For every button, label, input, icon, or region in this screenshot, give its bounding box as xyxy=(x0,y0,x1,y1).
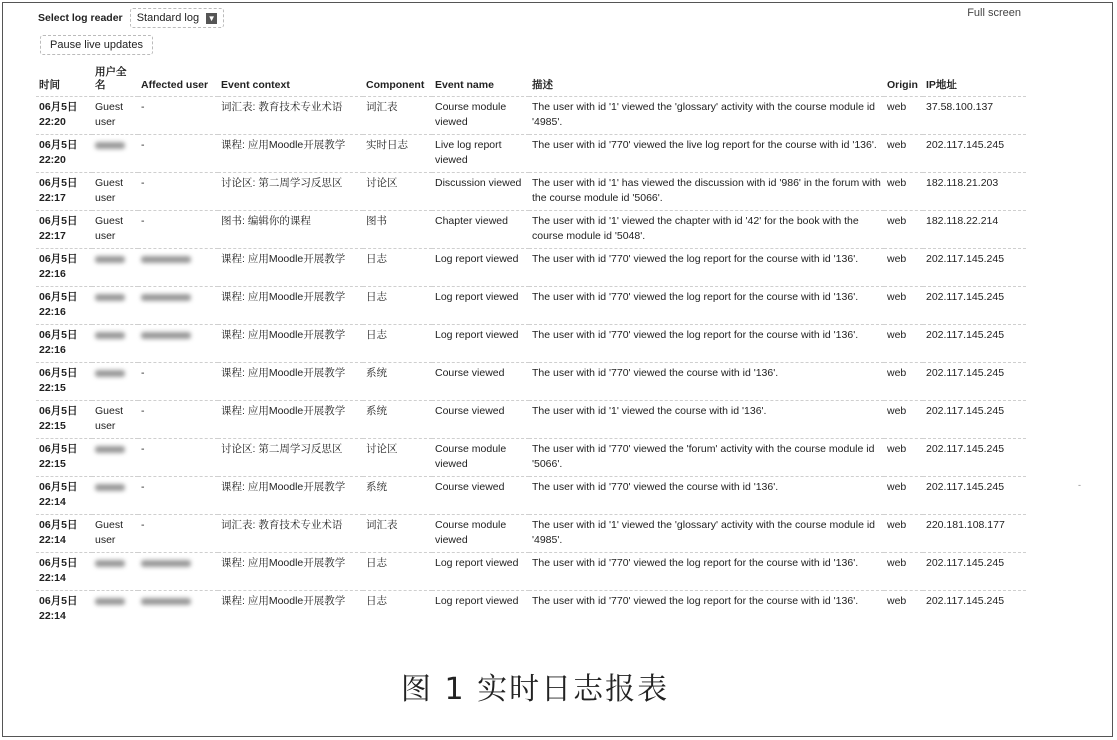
log-user-fullname[interactable] xyxy=(92,477,138,515)
log-event-name: Live log report viewed xyxy=(432,135,529,173)
figure-caption: 图 1 实时日志报表 xyxy=(400,672,670,707)
log-event-name: Course module viewed xyxy=(432,515,529,553)
log-affected-user[interactable]: - xyxy=(138,211,218,249)
log-ip-address[interactable]: 202.117.145.245 xyxy=(923,325,1026,363)
log-component: 词汇表 xyxy=(363,515,432,553)
table-row xyxy=(36,401,1026,439)
log-time: 06月5日 22:20 xyxy=(36,135,92,173)
table-row xyxy=(36,591,1026,629)
log-user-fullname[interactable] xyxy=(92,249,138,287)
log-event-context[interactable]: 课程: 应用Moodle开展教学 xyxy=(218,401,363,439)
log-component: 系统 xyxy=(363,401,432,439)
redacted-affected-user xyxy=(141,294,191,301)
log-description: The user with id '1' viewed the chapter with id '42' for the book with the course module id '5048'. xyxy=(529,211,884,249)
log-ip-address[interactable]: 182.118.21.203 xyxy=(923,173,1026,211)
pause-live-updates-button[interactable]: Pause live updates xyxy=(40,35,153,55)
log-time: 06月5日 22:20 xyxy=(36,97,92,135)
log-description: The user with id '770' viewed the log report for the course with id '136'. xyxy=(529,325,884,363)
redacted-user-name xyxy=(95,370,125,377)
log-origin: web xyxy=(884,477,923,515)
log-time: 06月5日 22:15 xyxy=(36,401,92,439)
table-row xyxy=(36,363,1026,401)
log-event-context[interactable]: 课程: 应用Moodle开展教学 xyxy=(218,249,363,287)
log-user-fullname[interactable] xyxy=(92,325,138,363)
log-origin: web xyxy=(884,135,923,173)
log-event-context[interactable]: 词汇表: 教育技术专业术语 xyxy=(218,515,363,553)
redacted-affected-user xyxy=(141,560,191,567)
log-description: The user with id '770' viewed the course with id '136'. xyxy=(529,477,884,515)
log-time: 06月5日 22:16 xyxy=(36,287,92,325)
redacted-user-name xyxy=(95,446,125,453)
table-row xyxy=(36,477,1026,515)
log-affected-user[interactable]: - xyxy=(138,97,218,135)
log-component: 系统 xyxy=(363,477,432,515)
log-user-fullname[interactable] xyxy=(92,363,138,401)
log-event-name: Log report viewed xyxy=(432,325,529,363)
redacted-user-name xyxy=(95,598,125,605)
column-header-origin[interactable]: Origin xyxy=(887,79,918,91)
redacted-affected-user xyxy=(141,256,191,263)
table-row xyxy=(36,439,1026,477)
log-user-fullname[interactable]: Guest user xyxy=(92,401,138,439)
log-affected-user[interactable] xyxy=(138,553,218,591)
log-user-fullname[interactable]: Guest user xyxy=(92,173,138,211)
log-affected-user[interactable] xyxy=(138,287,218,325)
log-ip-address[interactable]: 202.117.145.245 xyxy=(923,249,1026,287)
log-description: The user with id '1' viewed the 'glossary' activity with the course module id '4985'. xyxy=(529,515,884,553)
log-affected-user[interactable]: - xyxy=(138,363,218,401)
log-event-context[interactable]: 词汇表: 教育技术专业术语 xyxy=(218,97,363,135)
log-event-context[interactable]: 课程: 应用Moodle开展教学 xyxy=(218,591,363,629)
log-affected-user[interactable] xyxy=(138,325,218,363)
log-time: 06月5日 22:14 xyxy=(36,553,92,591)
log-affected-user[interactable]: - xyxy=(138,515,218,553)
log-time: 06月5日 22:17 xyxy=(36,211,92,249)
log-ip-address[interactable]: 182.118.22.214 xyxy=(923,211,1026,249)
table-row xyxy=(36,287,1026,325)
log-component: 讨论区 xyxy=(363,173,432,211)
log-event-name: Chapter viewed xyxy=(432,211,529,249)
redacted-affected-user xyxy=(141,598,191,605)
log-description: The user with id '770' viewed the log report for the course with id '136'. xyxy=(529,287,884,325)
log-event-context[interactable]: 课程: 应用Moodle开展教学 xyxy=(218,135,363,173)
log-event-name: Course module viewed xyxy=(432,97,529,135)
log-affected-user[interactable]: - xyxy=(138,477,218,515)
chevron-down-icon: ▼ xyxy=(207,13,216,23)
log-origin: web xyxy=(884,97,923,135)
redacted-user-name xyxy=(95,560,125,567)
table-row xyxy=(36,515,1026,553)
log-ip-address[interactable]: 202.117.145.245 xyxy=(923,553,1026,591)
log-time: 06月5日 22:16 xyxy=(36,249,92,287)
log-ip-address[interactable]: 202.117.145.245 xyxy=(923,439,1026,477)
log-origin: web xyxy=(884,325,923,363)
log-event-context[interactable]: 图书: 编辑你的课程 xyxy=(218,211,363,249)
log-user-fullname[interactable] xyxy=(92,591,138,629)
log-event-context[interactable]: 课程: 应用Moodle开展教学 xyxy=(218,325,363,363)
log-description: The user with id '770' viewed the log report for the course with id '136'. xyxy=(529,553,884,591)
log-user-fullname[interactable] xyxy=(92,553,138,591)
log-time: 06月5日 22:17 xyxy=(36,173,92,211)
log-event-context[interactable]: 课程: 应用Moodle开展教学 xyxy=(218,363,363,401)
log-user-fullname[interactable] xyxy=(92,287,138,325)
log-time: 06月5日 22:15 xyxy=(36,439,92,477)
live-log-table xyxy=(36,64,1026,628)
log-ip-address[interactable]: 202.117.145.245 xyxy=(923,287,1026,325)
log-description: The user with id '770' viewed the 'forum' activity with the course module id '5066'. xyxy=(529,439,884,477)
table-row xyxy=(36,325,1026,363)
log-ip-address[interactable]: 202.117.145.245 xyxy=(923,401,1026,439)
table-row xyxy=(36,211,1026,249)
log-event-name: Log report viewed xyxy=(432,287,529,325)
redacted-user-name xyxy=(95,294,125,301)
log-component: 图书 xyxy=(363,211,432,249)
log-component: 日志 xyxy=(363,553,432,591)
column-header-event-context[interactable]: Event context xyxy=(221,79,290,91)
column-header-event-name[interactable]: Event name xyxy=(435,79,494,91)
log-ip-address[interactable]: 202.117.145.245 xyxy=(923,135,1026,173)
table-row xyxy=(36,97,1026,135)
log-event-name: Log report viewed xyxy=(432,591,529,629)
log-time: 06月5日 22:15 xyxy=(36,363,92,401)
log-origin: web xyxy=(884,211,923,249)
log-description: The user with id '770' viewed the live log report for the course with id '136'. xyxy=(529,135,884,173)
stray-mark: - xyxy=(1078,480,1081,490)
log-user-fullname[interactable]: Guest user xyxy=(92,97,138,135)
log-description: The user with id '770' viewed the log report for the course with id '136'. xyxy=(529,249,884,287)
column-header-description[interactable]: 描述 xyxy=(532,79,553,91)
column-header-user-fullname[interactable]: 用户全名 xyxy=(95,66,127,91)
log-ip-address[interactable]: 202.117.145.245 xyxy=(923,477,1026,515)
log-origin: web xyxy=(884,401,923,439)
log-event-name: Course viewed xyxy=(432,401,529,439)
redacted-affected-user xyxy=(141,332,191,339)
log-description: The user with id '770' viewed the log report for the course with id '136'. xyxy=(529,591,884,629)
log-description: The user with id '1' viewed the 'glossary' activity with the course module id '4985'. xyxy=(529,97,884,135)
log-event-context[interactable]: 课程: 应用Moodle开展教学 xyxy=(218,287,363,325)
log-time: 06月5日 22:14 xyxy=(36,515,92,553)
log-origin: web xyxy=(884,287,923,325)
log-origin: web xyxy=(884,363,923,401)
log-component: 日志 xyxy=(363,325,432,363)
redacted-user-name xyxy=(95,256,125,263)
log-event-name: Log report viewed xyxy=(432,553,529,591)
column-header-ip-address[interactable]: IP地址 xyxy=(926,79,957,91)
log-ip-address[interactable]: 220.181.108.177 xyxy=(923,515,1026,553)
log-component: 日志 xyxy=(363,591,432,629)
log-event-name: Discussion viewed xyxy=(432,173,529,211)
column-header-component[interactable]: Component xyxy=(366,79,425,91)
log-event-name: Course viewed xyxy=(432,477,529,515)
log-component: 词汇表 xyxy=(363,97,432,135)
log-event-context[interactable]: 课程: 应用Moodle开展教学 xyxy=(218,553,363,591)
log-affected-user[interactable]: - xyxy=(138,401,218,439)
log-time: 06月5日 22:16 xyxy=(36,325,92,363)
log-user-fullname[interactable]: Guest user xyxy=(92,515,138,553)
log-event-name: Course viewed xyxy=(432,363,529,401)
log-origin: web xyxy=(884,553,923,591)
log-event-context[interactable]: 课程: 应用Moodle开展教学 xyxy=(218,477,363,515)
log-user-fullname[interactable] xyxy=(92,439,138,477)
log-component: 实时日志 xyxy=(363,135,432,173)
log-origin: web xyxy=(884,173,923,211)
column-header-affected-user[interactable]: Affected user xyxy=(141,79,209,91)
log-affected-user[interactable]: - xyxy=(138,439,218,477)
fullscreen-link[interactable]: Full screen xyxy=(967,7,1021,19)
log-description: The user with id '1' viewed the course with id '136'. xyxy=(529,401,884,439)
redacted-user-name xyxy=(95,484,125,491)
log-description: The user with id '770' viewed the course with id '136'. xyxy=(529,363,884,401)
redacted-user-name xyxy=(95,142,125,149)
table-row xyxy=(36,553,1026,591)
log-event-context[interactable]: 讨论区: 第二周学习反思区 xyxy=(218,173,363,211)
log-event-name: Log report viewed xyxy=(432,249,529,287)
table-row xyxy=(36,173,1026,211)
log-reader-select[interactable] xyxy=(130,8,224,28)
log-affected-user[interactable]: - xyxy=(138,135,218,173)
log-ip-address[interactable]: 37.58.100.137 xyxy=(923,97,1026,135)
column-header-time[interactable]: 时间 xyxy=(39,79,60,91)
log-affected-user[interactable] xyxy=(138,249,218,287)
log-event-context[interactable]: 讨论区: 第二周学习反思区 xyxy=(218,439,363,477)
log-origin: web xyxy=(884,591,923,629)
log-origin: web xyxy=(884,249,923,287)
log-affected-user[interactable]: - xyxy=(138,173,218,211)
log-time: 06月5日 22:14 xyxy=(36,591,92,629)
log-origin: web xyxy=(884,439,923,477)
log-description: The user with id '1' has viewed the discussion with id '986' in the forum with the course module id '5066'. xyxy=(529,173,884,211)
log-reader-select-value: Standard log xyxy=(136,12,200,24)
log-time: 06月5日 22:14 xyxy=(36,477,92,515)
log-event-name: Course module viewed xyxy=(432,439,529,477)
log-component: 讨论区 xyxy=(363,439,432,477)
log-component: 日志 xyxy=(363,287,432,325)
log-origin: web xyxy=(884,515,923,553)
log-reader-toolbar xyxy=(38,8,224,28)
table-header-row xyxy=(36,64,1026,97)
log-user-fullname[interactable] xyxy=(92,135,138,173)
log-ip-address[interactable]: 202.117.145.245 xyxy=(923,363,1026,401)
redacted-user-name xyxy=(95,332,125,339)
log-reader-label: Select log reader xyxy=(38,12,123,24)
log-component: 日志 xyxy=(363,249,432,287)
log-component: 系统 xyxy=(363,363,432,401)
log-user-fullname[interactable]: Guest user xyxy=(92,211,138,249)
table-row xyxy=(36,135,1026,173)
log-ip-address[interactable]: 202.117.145.245 xyxy=(923,591,1026,629)
log-affected-user[interactable] xyxy=(138,591,218,629)
table-row xyxy=(36,249,1026,287)
